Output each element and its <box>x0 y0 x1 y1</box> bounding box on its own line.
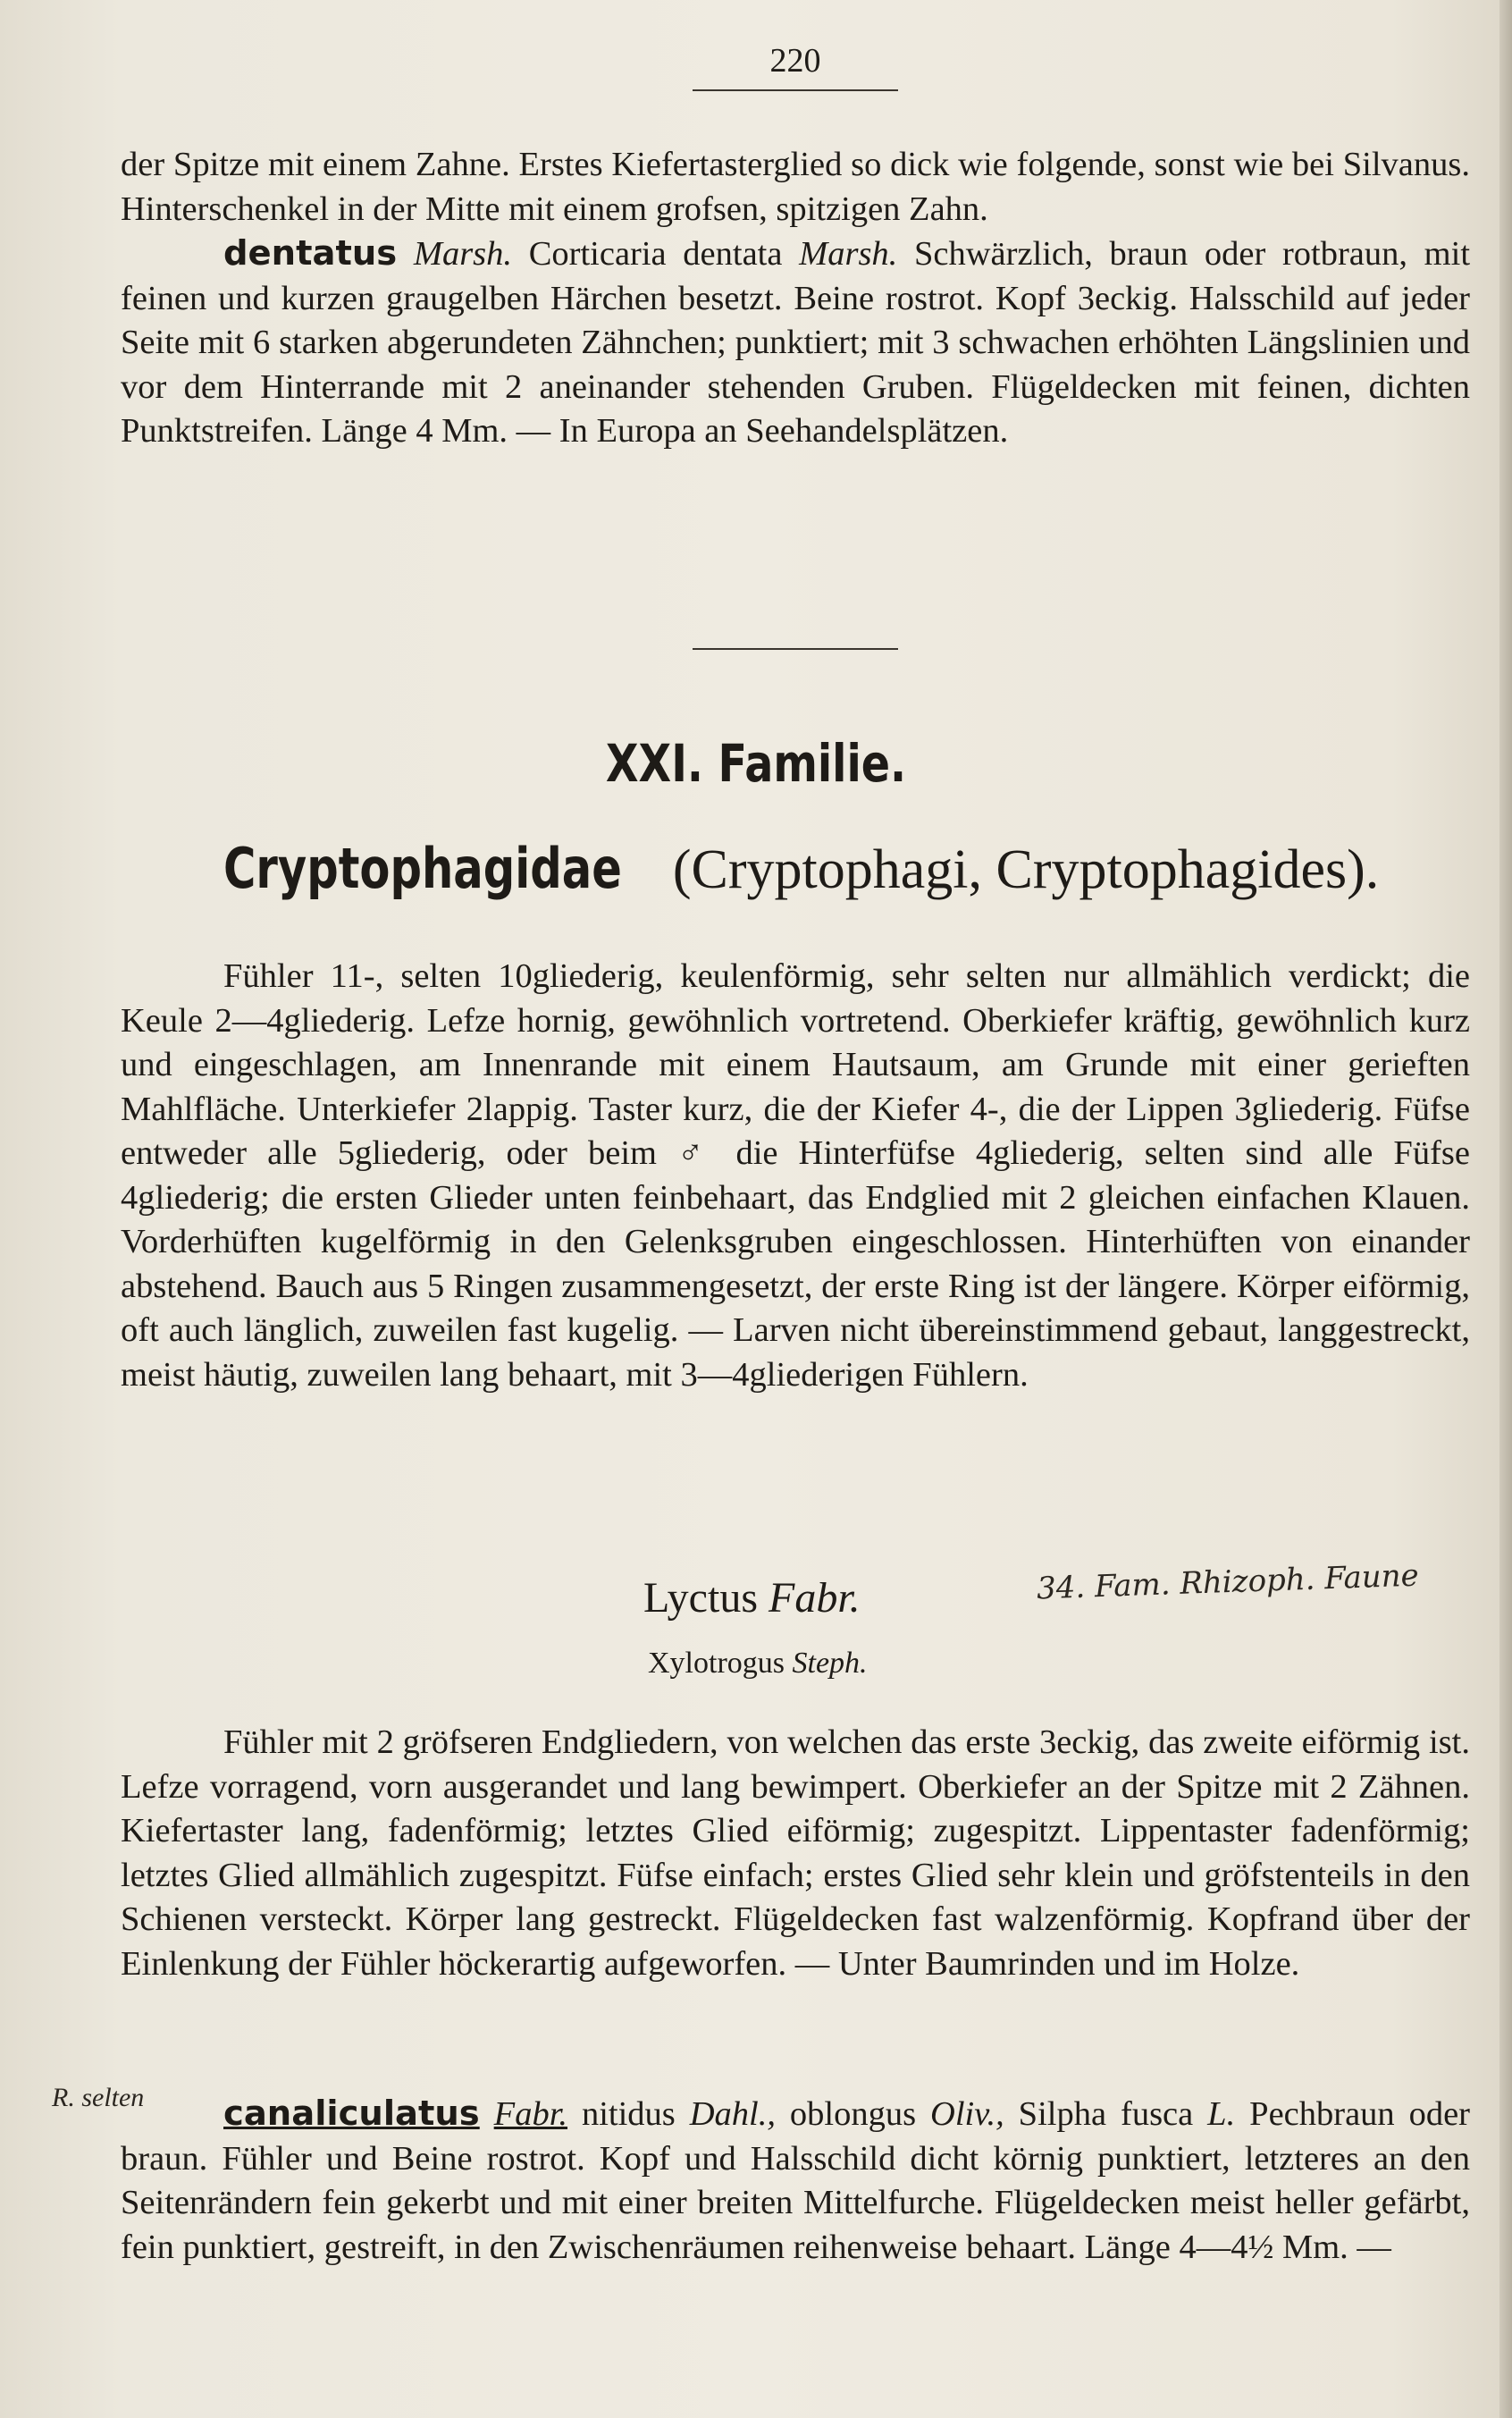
species-synonym-2: oblongus <box>789 2095 917 2133</box>
species-dentatus-entry <box>121 232 1470 454</box>
species-description: Schwärzlich, braun oder rotbraun, mit feinen und kurzen graugelben Härchen besetzt. Beine rostrot. Kopf 3eckig. Halsschild auf jeder Seite mit 6 starken abgerundeten Zähnchen; punktiert; mit 3 schwachen erhöhten Längslinien und vor dem Hinterrande mit 2 aneinander stehenden Gruben. Flügeldecken mit feinen, dichten Punktstreifen. Länge 4 Mm. — In Europa an Seehandelsplätzen. <box>121 235 1471 450</box>
family-description-block <box>121 955 1470 1397</box>
species-description: Pechbraun oder braun. Fühler und Beine rostrot. Kopf und Halsschild dicht körnig punktiert, letzteres an den Seitenrändern fein gekerbt und mit einer breiten Mittelfurche. Flügeldecken meist heller gefärbt, fein punktiert, gestreift, in den Zwischenräumen reihenweise behaart. Länge 4—4½ Mm. — <box>121 2095 1470 2266</box>
page-number: 220 <box>769 42 821 80</box>
section-divider <box>693 648 898 650</box>
genus-synonym-author: Steph. <box>792 1647 868 1680</box>
species-author: Fabr. <box>493 2095 568 2133</box>
genus-author: Fabr. <box>769 1574 861 1622</box>
family-heading: XXI. Familie. <box>605 733 907 794</box>
page-edge <box>1499 0 1512 2418</box>
genus-synonym <box>648 1647 868 1681</box>
species-dentatus-block <box>121 143 1470 454</box>
species-synonym: Corticaria dentata <box>528 235 783 273</box>
species-synonym-author: Dahl., <box>689 2095 776 2133</box>
species-canaliculatus-entry <box>121 2092 1470 2270</box>
genus-name: Lyctus <box>643 1574 758 1622</box>
species-author: Marsh. <box>413 235 513 273</box>
family-name: Cryptophagidae <box>223 836 622 901</box>
genus-synonym-name: Xylotrogus <box>648 1647 785 1680</box>
family-description: Fühler 11-, selten 10gliederig, keulenförmig, sehr selten nur allmählich verdickt; die Keule 2—4gliederig. Lefze hornig, gewöhnlich vortretend. Oberkiefer kräftig, gewöhnlich kurz und eingeschlagen, am Innenrande mit einem Hautsaum, am Grunde mit einer gerieften Mahlfläche. Unterkiefer 2lappig. Taster kurz, die der Kiefer 4-, die der Lippen 3gliederig. Füfse entweder alle 5gliederig, oder beim ♂ die Hinterfüfse 4gliederig, selten sind alle Füfse 4gliederig; die ersten Glieder unten feinbehaart, das Endglied mit 2 gleichen einfachen Klauen. Vorderhüften kugelförmig in den Gelenksgruben eingeschlossen. Hinterhüften von einander abstehend. Bauch aus 5 Ringen zusammengesetzt, der erste Ring ist der längere. Körper eiförmig, oft auch länglich, zuweilen fast kugelig. — Larven nicht übereinstimmend gebaut, langgestreckt, meist häutig, zuweilen lang behaart, mit 3—4gliederigen Fühlern. <box>121 957 1470 1394</box>
species-synonym-3: Silpha fusca <box>1018 2095 1194 2133</box>
genus-description: Fühler mit 2 gröfseren Endgliedern, von welchen das erste 3eckig, das zweite eiförmig ist. Lefze vorragend, vorn ausgerandet und lang bewimpert. Oberkiefer an der Spitze mit 2 Zähnen. Kiefertaster lang, fadenförmig; letztes Glied eiförmig; zugespitzt. Lippentaster fadenförmig; letztes Glied allmählich zugespitzt. Füfse einfach; erstes Glied sehr klein und gröfstenteils in den Schienen versteckt. Körper lang gestreckt. Flügeldecken fast walzenförmig. Kopfrand über der Einlenkung der Fühler höckerartig aufgeworfen. — Unter Baumrinden und im Holze. <box>121 1723 1470 1983</box>
species-synonym-3-author: L. <box>1207 2095 1236 2133</box>
species-synonym: nitidus <box>581 2095 676 2133</box>
family-title <box>223 836 1385 902</box>
species-name: dentatus <box>223 233 398 274</box>
species-name: canaliculatus <box>223 2094 480 2134</box>
species-canaliculatus-block <box>121 2092 1470 2270</box>
species-synonym-author: Marsh. <box>799 235 898 273</box>
header-rule <box>693 89 898 91</box>
genus-title <box>643 1573 861 1622</box>
genus-description-block <box>121 1721 1470 1986</box>
species-synonym-2-author: Oliv., <box>930 2095 1004 2133</box>
handwritten-note: 34. Fam. Rhizoph. Faune <box>1036 1557 1420 1607</box>
family-alt-names: (Cryptophagi, Cryptophagides). <box>672 839 1380 900</box>
intro-paragraph: der Spitze mit einem Zahne. Erstes Kiefertasterglied so dick wie folgende, sonst wie bei Silvanus. Hinterschenkel in der Mitte mit einem grofsen, spitzigen Zahn. <box>121 146 1470 228</box>
margin-note: R. selten <box>52 2083 145 2112</box>
